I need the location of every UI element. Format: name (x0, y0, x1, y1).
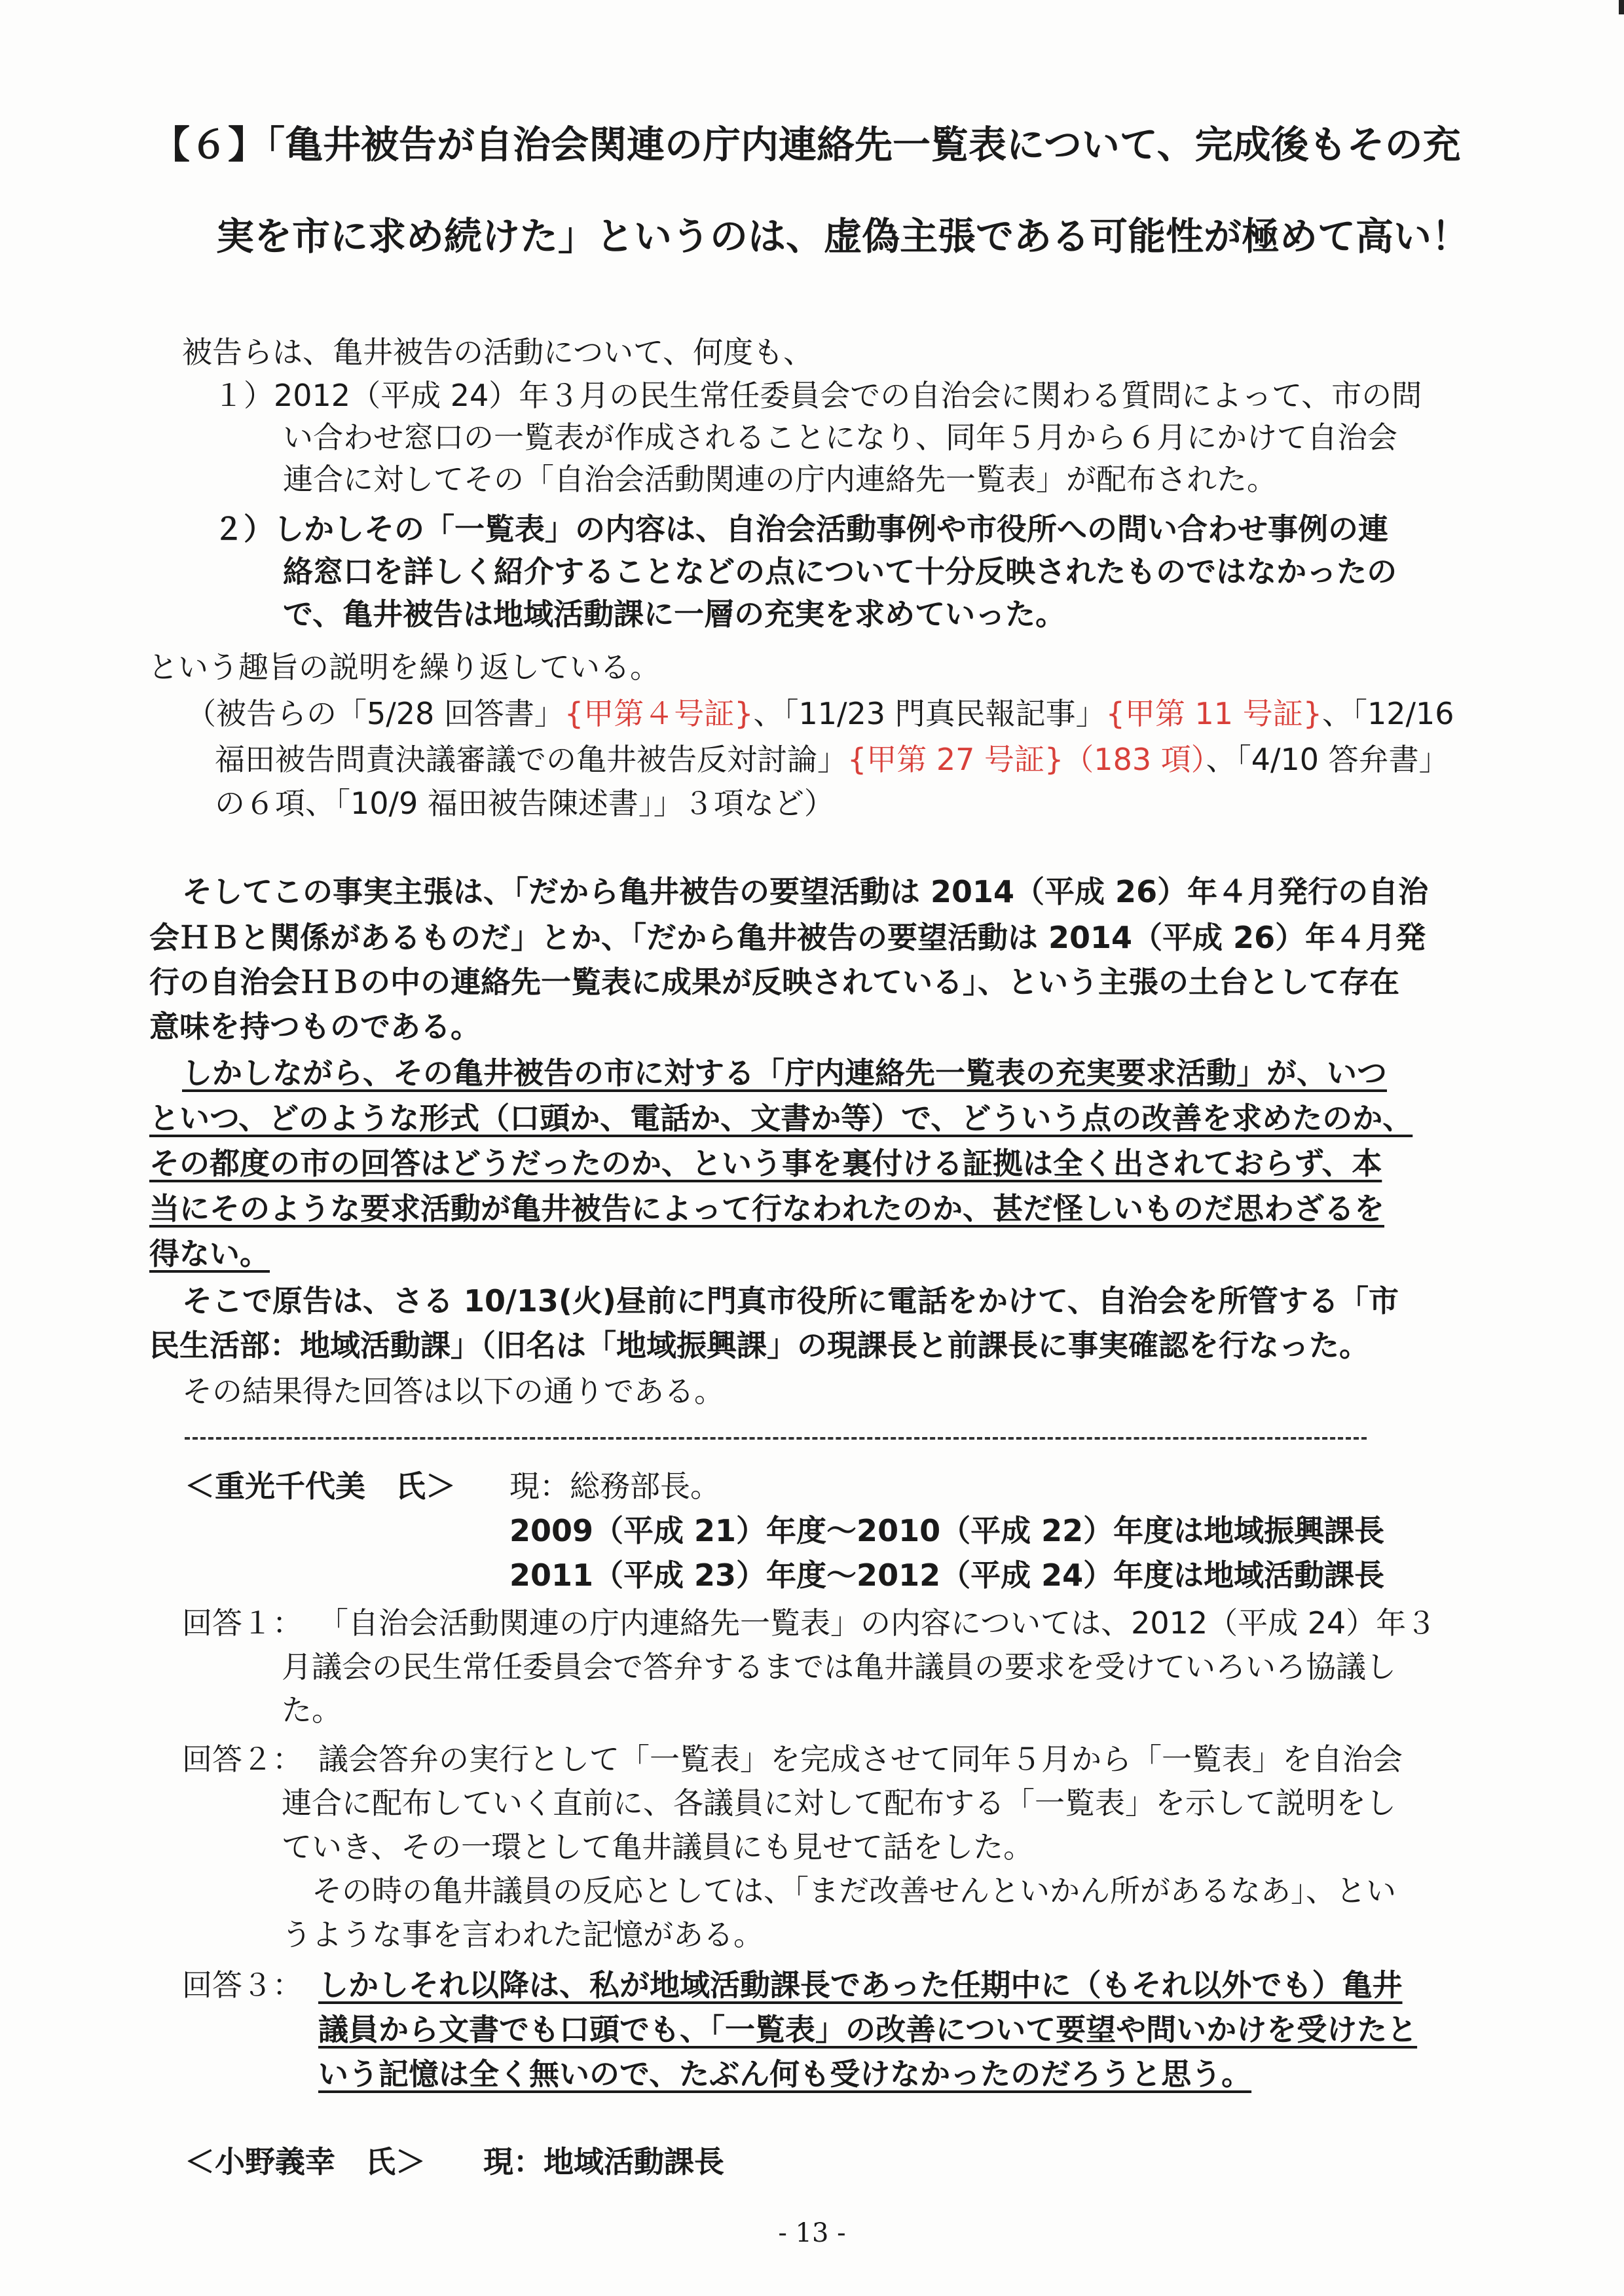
answer3-line-1: しかしそれ以降は、私が地域活動課長であった任期中に（もそれ以外でも）亀井 (318, 1967, 1403, 2003)
answer3-line-3: いう記憶は全く無いので、たぶん何も受けなかったのだろうと思う。 (318, 2056, 1252, 2092)
person-career-2: 2011（平成 23）年度～2012（平成 24）年度は地域活動課長 (509, 1558, 1385, 1593)
intro-lead: 被告らは、亀井被告の活動について、何度も、 (182, 335, 814, 370)
refs-line-1 (186, 693, 1454, 735)
intro-summary: という趣旨の説明を繰り返している。 (148, 649, 660, 685)
ref-text: 、「11/23 門真民報記事」 (753, 696, 1106, 731)
p2-line-3: その都度の市の回答はどうだったのか、という事を裏付ける証拠は全く出されておらず、本 (149, 1146, 1382, 1181)
answer2-line-2: 連合に配布していく直前に、各議員に対して配布する「一覧表」を示して説明をし (282, 1785, 1396, 1821)
intro-item1-line3: 連合に対してその「自治会活動関連の庁内連絡先一覧表」が配布された。 (283, 462, 1277, 497)
answer3-label: 回答３： (182, 1967, 303, 2003)
p2-line-2: といつ、どのような形式（口頭か、電話か、文書か等）で、どういう点の改善を求めたのか、 (149, 1101, 1413, 1136)
p1-line-4: 意味を持つものである。 (149, 1009, 481, 1044)
page-number: - 13 - (778, 2218, 846, 2248)
p3-line-1: そこで原告は、さる 10/13(火)昼前に門真市役所に電話をかけて、自治会を所管する「市 (182, 1283, 1399, 1319)
person-position: 現：総務部長。 (509, 1468, 720, 1504)
p1-line-3: 行の自治会ＨＢの中の連絡先一覧表に成果が反映されている」、という主張の土台として存在 (149, 964, 1399, 1000)
p4-line: その結果得た回答は以下の通りである。 (182, 1374, 724, 1409)
heading-line-2: 実を市に求め続けた」というのは、虚偽主張である可能性が極めて高い！ (216, 214, 1470, 259)
answer3-line-2: 議員から文書でも口頭でも、「一覧表」の改善について要望や問いかけを受けたと (318, 2012, 1418, 2047)
ref-text: 福田被告問責決議審議での亀井被告反対討論」 (215, 742, 847, 777)
answer2-line-3: ていき、その一環として亀井議員にも見せて話をした。 (282, 1829, 1034, 1865)
answer1-line-1: 「自治会活動関連の庁内連絡先一覧表」の内容については、2012（平成 24）年３ (318, 1605, 1437, 1641)
ref-exhibit: {甲第 11 号証} (1105, 696, 1322, 731)
scan-edge-mark (1619, 0, 1624, 14)
intro-item2-line1: ２）しかしその「一覧表」の内容は、自治会活動事例や市役所への問い合わせ事例の連 (213, 511, 1388, 547)
person-career-1: 2009（平成 21）年度～2010（平成 22）年度は地域振興課長 (509, 1513, 1385, 1548)
p1-line-2: 会ＨＢと関係があるものだ」とか、「だから亀井被告の要望活動は 2014（平成 26）年４月発 (149, 920, 1426, 955)
p3-line-2: 民生活部：地域活動課」（旧名は「地域振興課」の現課長と前課長に事実確認を行なった。 (149, 1328, 1369, 1363)
p2-line-5: 得ない。 (149, 1236, 270, 1271)
answer2-line-1: 議会答弁の実行として「一覧表」を完成させて同年５月から「一覧表」を自治会 (318, 1741, 1403, 1777)
person2-position: 現：地域活動課長 (483, 2144, 724, 2179)
p2-line-1: しかしながら、その亀井被告の市に対する「庁内連絡先一覧表の充実要求活動」が、いつ (182, 1055, 1387, 1091)
answer1-line-2: 月議会の民生常任委員会で答弁するまでは亀井議員の要求を受けていろいろ協議し (282, 1649, 1396, 1685)
answer1-line-3: た。 (282, 1692, 342, 1728)
refs-line-2 (215, 738, 1449, 780)
ref-text: （被告らの「5/28 回答書」 (186, 696, 564, 731)
p2-line-4: 当にそのような要求活動が亀井被告によって行なわれたのか、甚だ怪しいものだ思わざるを (149, 1191, 1384, 1226)
ref-text: 、「4/10 答弁書」 (1206, 742, 1449, 777)
answer1-label: 回答１： (182, 1605, 303, 1641)
ref-text: 、「12/16 (1321, 696, 1454, 731)
refs-line-3: の６項、「10/9 福田被告陳述書」」３項など） (215, 786, 834, 821)
intro-item2-line2: 絡窓口を詳しく紹介することなどの点について十分反映されたものではなかったの (283, 554, 1397, 589)
separator-dashed-line (185, 1437, 1367, 1440)
person2-name: ＜小野義幸 氏＞ (185, 2144, 426, 2179)
p1-line-1: そしてこの事実主張は、「だから亀井被告の要望活動は 2014（平成 26）年４月発行の自治 (182, 874, 1429, 909)
answer2-label: 回答２： (182, 1741, 303, 1777)
intro-item2-line3: で、亀井被告は地域活動課に一層の充実を求めていった。 (283, 596, 1066, 632)
intro-item1-line2: い合わせ窓口の一覧表が作成されることになり、同年５月から６月にかけて自治会 (283, 420, 1397, 455)
answer2-line-4: その時の亀井議員の反応としては、「まだ改善せんといかん所があるなあ」、とい (312, 1873, 1396, 1908)
ref-exhibit: {甲第 27 号証}（183 項） (847, 742, 1206, 777)
person-name: ＜重光千代美 氏＞ (185, 1468, 456, 1504)
answer2-line-5: うような事を言われた記憶がある。 (282, 1917, 764, 1952)
intro-item1-line1: １）2012（平成 24）年３月の民生常任委員会での自治会に関わる質問によって、市の問 (213, 378, 1422, 413)
ref-exhibit: {甲第４号証} (564, 696, 754, 731)
heading-line-1: 【６】「亀井被告が自治会関連の庁内連絡先一覧表について、完成後もその充 (152, 122, 1461, 167)
